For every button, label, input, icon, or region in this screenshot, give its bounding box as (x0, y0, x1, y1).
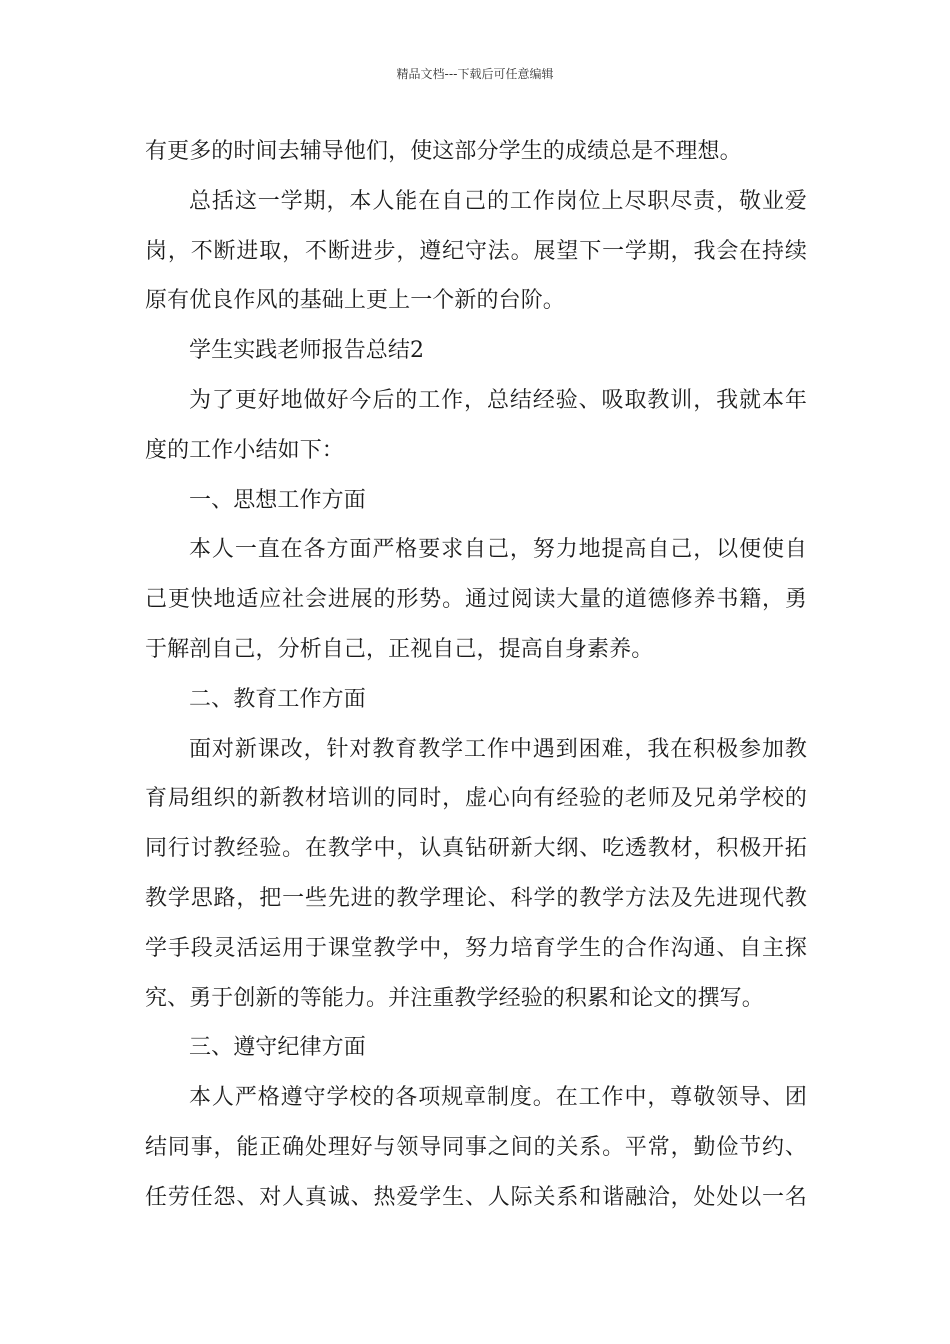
text-line: 度的工作小结如下： (145, 437, 344, 463)
text-line: 育局组织的新教材培训的同时，虚心向有经验的老师及兄弟学校的 (145, 786, 807, 812)
text-line: 学手段灵活运用于课堂教学中，努力培育学生的合作沟通、自主探 (145, 935, 807, 961)
text-line: 有更多的时间去辅导他们，使这部分学生的成绩总是不理想。 (145, 139, 742, 164)
text-line: 结同事，能正确处理好与领导同事之间的关系。平常，勤俭节约、 (145, 1134, 807, 1160)
text-line: 本人一直在各方面严格要求自己，努力地提高自己，以便使自 (189, 537, 807, 563)
text-line: 原有优良作风的基础上更上一个新的台阶。 (145, 288, 565, 314)
text-line: 面对新课改，针对教育教学工作中遇到困难，我在积极参加教 (189, 736, 807, 762)
text-line: 二、教育工作方面 (189, 686, 366, 712)
text-line: 教学思路，把一些先进的教学理论、科学的教学方法及先进现代教 (145, 885, 807, 911)
document-body (145, 127, 807, 1223)
text-line: 岗，不断进取，不断进步，遵纪守法。展望下一学期，我会在持续 (145, 238, 807, 264)
text-line: 己更快地适应社会进展的形势。通过阅读大量的道德修养书籍，勇 (145, 587, 807, 613)
text-line: 究、勇于创新的等能力。并注重教学经验的积累和论文的撰写。 (145, 985, 764, 1011)
text-line: 为了更好地做好今后的工作，总结经验、吸取教训，我就本年 (189, 387, 807, 413)
text-line: 任劳任怨、对人真诚、热爱学生、人际关系和谐融洽，处处以一名 (145, 1184, 807, 1210)
text-line: 同行讨教经验。在教学中，认真钻研新大纲、吃透教材，积极开拓 (145, 836, 807, 862)
text-line: 三、遵守纪律方面 (189, 1035, 366, 1061)
text-line: 于解剖自己，分析自己，正视自己，提高自身素养。 (145, 636, 654, 662)
text-line: 总括这一学期，本人能在自己的工作岗位上尽职尽责，敬业爱 (189, 188, 807, 214)
text-line: 本人严格遵守学校的各项规章制度。在工作中，尊敬领导、团 (189, 1085, 807, 1111)
text-line: 学生实践老师报告总结2 (189, 338, 425, 364)
page-header: 精品文档---下载后可任意编辑 (396, 67, 554, 81)
text-line: 一、思想工作方面 (189, 487, 366, 513)
